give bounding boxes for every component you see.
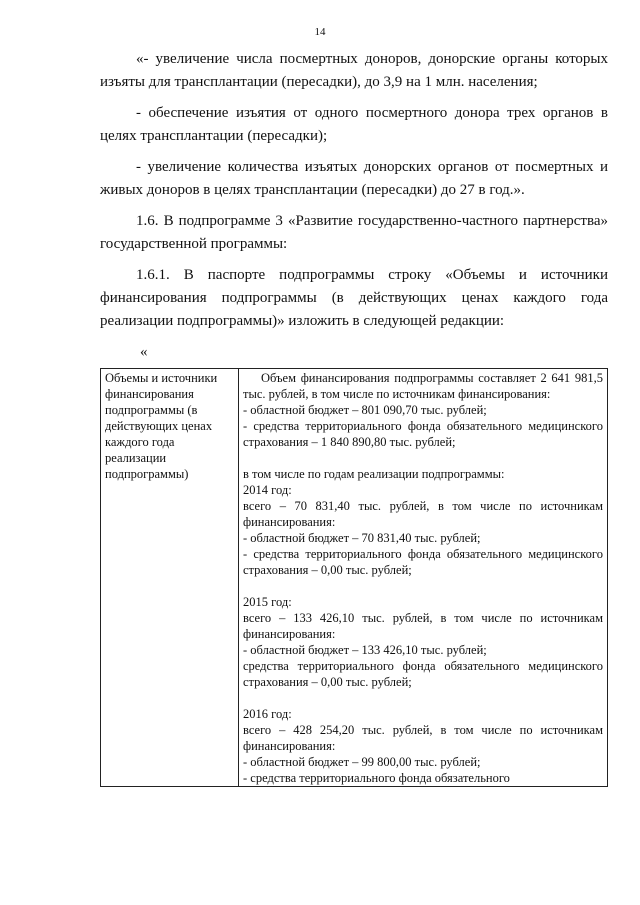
year-2016-total: всего – 428 254,20 тыс. рублей, в том числе по источникам финансирования:	[243, 723, 603, 753]
financing-label: Объемы и источники финансирования подпрограммы (в действующих ценах каждого года реализации подпрограммы)	[105, 371, 218, 481]
summary-fund: - средства территориального фонда обязательного медицинского страхования – 1 840 890,80 тыс. рублей;	[243, 419, 603, 449]
year-2016-regional: - областной бюджет – 99 800,00 тыс. рублей;	[243, 755, 481, 769]
by-years-heading: в том числе по годам реализации подпрограммы:	[243, 467, 505, 481]
paragraph-three-organs: - обеспечение изъятия от одного посмертного донора трех органов в целях трансплантации (пересадки);	[100, 105, 608, 144]
paragraph-section-1-6-1: 1.6.1. В паспорте подпрограммы строку «Объемы и источники финансирования подпрограммы (в действующих ценах каждого года реализации подпрограммы)» изложить в следующей редакции:	[100, 267, 608, 329]
year-2014-regional: - областной бюджет – 70 831,40 тыс. рублей;	[243, 531, 481, 545]
opening-quote: «	[140, 344, 148, 360]
body-text	[100, 48, 608, 368]
page-number: 14	[314, 26, 326, 38]
year-2016-fund: - средства территориального фонда обязательного	[243, 771, 510, 785]
year-2014-fund: - средства территориального фонда обязательного медицинского страхования – 0,00 тыс. рублей;	[243, 547, 603, 577]
paragraph-section-1-6: 1.6. В подпрограмме 3 «Развитие государственно-частного партнерства» государственной программы:	[100, 213, 608, 252]
year-2015-fund: средства территориального фонда обязательного медицинского страхования – 0,00 тыс. рублей;	[243, 659, 603, 689]
financing-details-cell	[239, 369, 608, 787]
table-row	[101, 369, 608, 787]
year-2014-label: 2014 год:	[243, 483, 292, 497]
year-2016-label: 2016 год:	[243, 707, 292, 721]
year-2015-regional: - областной бюджет – 133 426,10 тыс. рублей;	[243, 643, 487, 657]
year-2014-total: всего – 70 831,40 тыс. рублей, в том числе по источникам финансирования:	[243, 499, 603, 529]
year-2015-total: всего – 133 426,10 тыс. рублей, в том числе по источникам финансирования:	[243, 611, 603, 641]
summary-intro: Объем финансирования подпрограммы составляет 2 641 981,5 тыс. рублей, в том числе по источникам финансирования:	[243, 371, 603, 401]
year-2015-label: 2015 год:	[243, 595, 292, 609]
financing-table	[100, 368, 608, 787]
summary-regional: - областной бюджет – 801 090,70 тыс. рублей;	[243, 403, 487, 417]
financing-label-cell	[101, 369, 239, 787]
paragraph-organs-per-year: - увеличение количества изъятых донорских органов от посмертных и живых доноров в целях трансплантации (пересадки) до 27 в год.».	[100, 159, 608, 198]
paragraph-donors-count: «- увеличение числа посмертных доноров, донорские органы которых изъяты для трансплантации (пересадки), до 3,9 на 1 млн. населения;	[100, 51, 608, 90]
